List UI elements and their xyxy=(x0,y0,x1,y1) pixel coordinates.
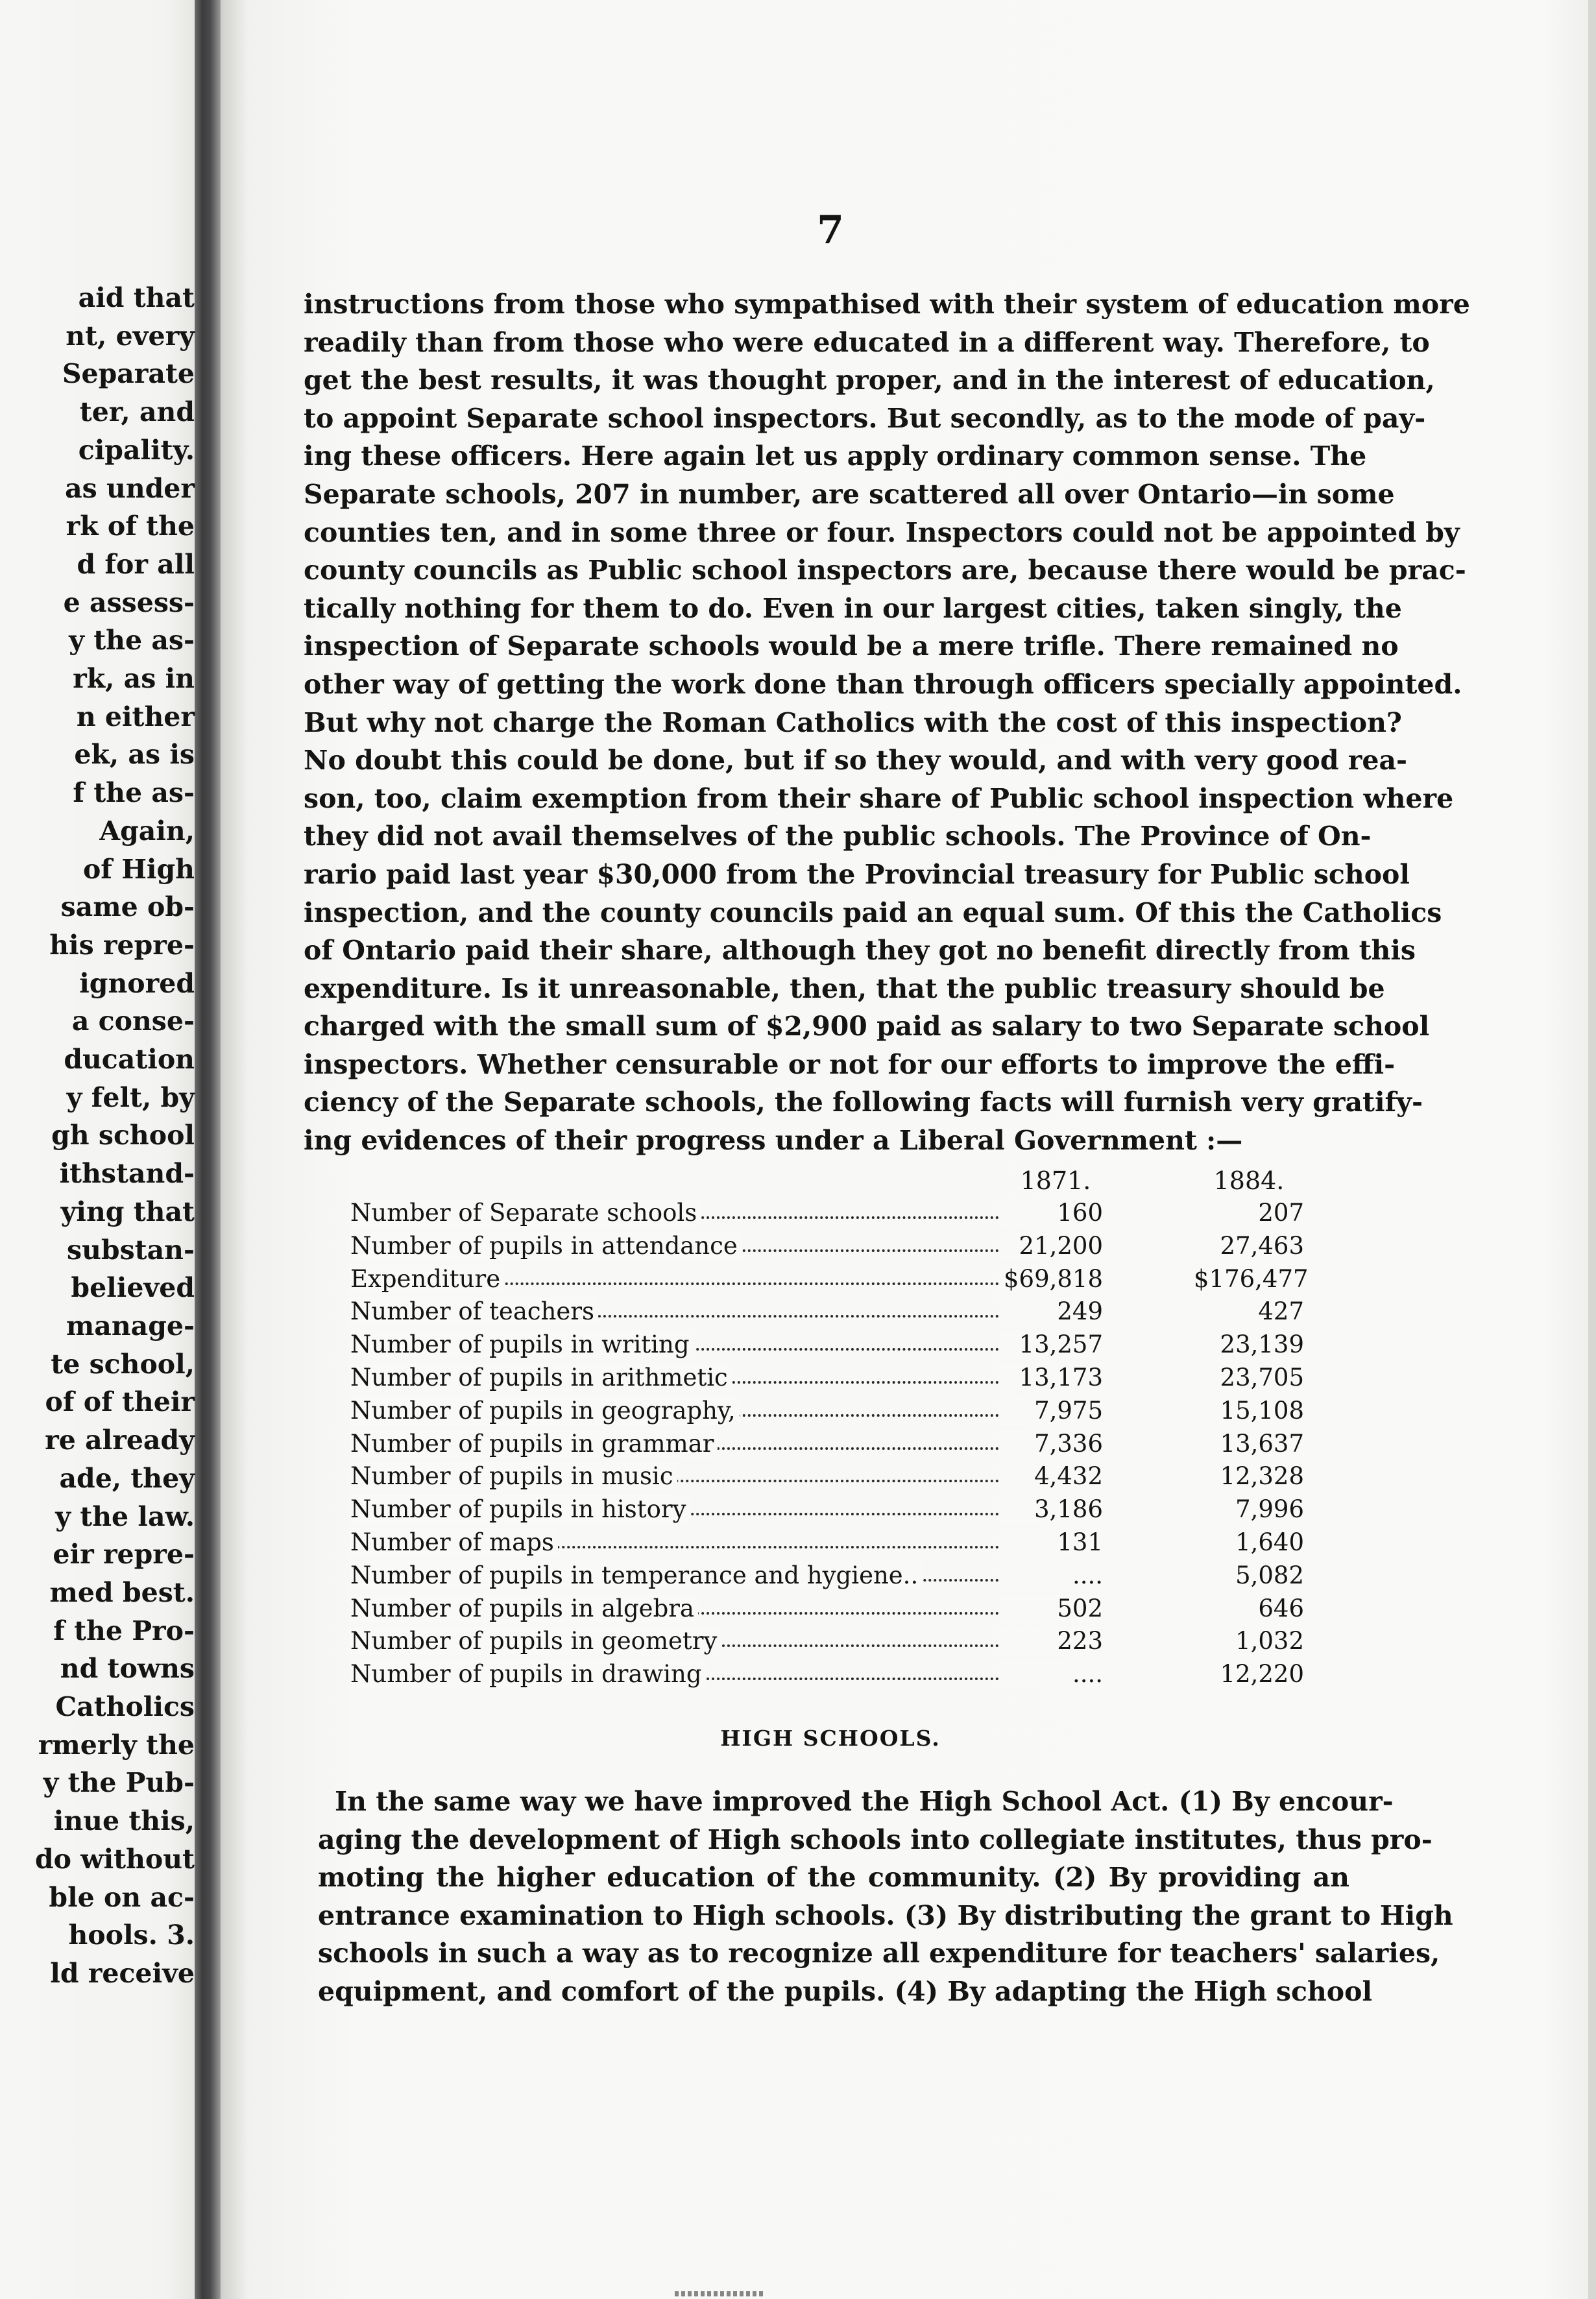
text-line: rario paid last year $30,000 from the Provincial treasury for Public school xyxy=(304,858,1410,890)
table-row xyxy=(350,1397,1304,1430)
value-1871: 7,336 xyxy=(999,1430,1103,1458)
value-1884: 646 xyxy=(1258,1594,1304,1622)
text-line: as under xyxy=(65,472,195,504)
text-line: charged with the small sum of $2,900 paid as salary to two Separate school xyxy=(304,1011,1430,1042)
row-label-text: Number of maps xyxy=(350,1528,558,1556)
row-label-text: Number of teachers xyxy=(350,1297,598,1325)
text-line: Separate xyxy=(62,358,195,390)
table-row xyxy=(350,1595,1304,1628)
row-label xyxy=(350,1595,999,1622)
value-1871: .... xyxy=(999,1561,1103,1589)
text-line: y felt, by xyxy=(66,1081,195,1113)
table-row xyxy=(350,1199,1304,1232)
text-line: Again, xyxy=(99,815,195,847)
text-line: inue this, xyxy=(53,1805,195,1837)
value-1871: $69,818 xyxy=(999,1265,1103,1293)
value-1871: 3,186 xyxy=(999,1495,1103,1523)
text-line: y the law. xyxy=(55,1500,195,1532)
text-line: ade, they xyxy=(59,1462,195,1494)
value-1884: 15,108 xyxy=(1220,1396,1304,1425)
table-row xyxy=(350,1561,1304,1595)
text-line: eir repre- xyxy=(53,1539,195,1571)
table-row xyxy=(350,1462,1304,1495)
row-label-text: Number of pupils in writing xyxy=(350,1330,694,1358)
text-line: y the as- xyxy=(69,625,195,656)
value-1884: 13,637 xyxy=(1220,1429,1304,1458)
text-line: ble on ac- xyxy=(49,1881,195,1913)
row-label xyxy=(350,1232,999,1260)
table-row xyxy=(350,1430,1304,1463)
row-label xyxy=(350,1330,999,1358)
row-label-text: Expenditure xyxy=(350,1265,504,1293)
value-1884: 1,640 xyxy=(1235,1528,1304,1556)
row-label-text: Number of pupils in temperance and hygiene.. xyxy=(350,1561,922,1589)
value-1884: 427 xyxy=(1258,1297,1304,1326)
text-line: In the same way we have improved the High School Act. (1) By encour- xyxy=(335,1786,1394,1817)
left-page-text-fragment xyxy=(0,279,195,1993)
text-line: te school, xyxy=(51,1348,195,1380)
row-label xyxy=(350,1660,999,1688)
text-line: e assess- xyxy=(63,586,195,618)
text-line: f the as- xyxy=(73,777,195,809)
text-line: of Ontario paid their share, although they got no benefit directly from this xyxy=(304,935,1416,967)
text-line: equipment, and comfort of the pupils. (4) By adapting the High school xyxy=(318,1975,1373,2007)
table-header xyxy=(350,1166,1304,1199)
table-row xyxy=(350,1495,1304,1528)
row-label xyxy=(350,1495,999,1523)
text-line: counties ten, and in some three or four. Inspectors could not be appointed by xyxy=(304,516,1460,548)
row-label xyxy=(350,1199,999,1227)
page-number: 7 xyxy=(817,208,844,253)
text-line: ying that xyxy=(60,1196,195,1227)
row-label-text: Number of pupils in music xyxy=(350,1462,677,1490)
column-header-1884: 1884. xyxy=(1213,1166,1285,1195)
value-1884: 7,996 xyxy=(1235,1495,1304,1524)
text-line: cipality. xyxy=(78,434,195,466)
value-1871: 4,432 xyxy=(999,1462,1103,1490)
text-line: substan- xyxy=(67,1234,195,1266)
text-line: Catholics xyxy=(55,1691,195,1723)
text-line: f the Pro- xyxy=(53,1615,195,1646)
value-1884: $176,477 xyxy=(1194,1264,1309,1293)
text-line: ducation xyxy=(64,1044,195,1076)
text-line: of High xyxy=(82,853,195,885)
value-1884: 207 xyxy=(1258,1199,1304,1227)
value-1871: 21,200 xyxy=(999,1232,1103,1260)
table-row xyxy=(350,1364,1304,1397)
text-line: get the best results, it was thought proper, and in the interest of education, xyxy=(304,365,1435,396)
text-line: readily than from those who were educated in a different way. Therefore, to xyxy=(304,326,1430,358)
row-label-text: Number of pupils in geography, xyxy=(350,1397,740,1425)
text-line: same ob- xyxy=(60,891,195,923)
row-label-text: Number of pupils in drawing xyxy=(350,1660,706,1688)
value-1884: 23,705 xyxy=(1220,1363,1304,1391)
text-line: ter, and xyxy=(79,396,195,428)
value-1871: 502 xyxy=(999,1595,1103,1622)
value-1871: 131 xyxy=(999,1528,1103,1556)
row-label-text: Number of pupils in history xyxy=(350,1495,690,1523)
row-label-text: Number of pupils in arithmetic xyxy=(350,1364,732,1391)
row-label-text: Number of pupils in grammar xyxy=(350,1430,718,1458)
text-line: tically nothing for them to do. Even in our largest cities, taken singly, the xyxy=(304,592,1402,624)
value-1871: 249 xyxy=(999,1297,1103,1325)
paragraph-high-school-act xyxy=(318,1783,1453,2011)
section-heading-high-schools: HIGH SCHOOLS. xyxy=(720,1726,941,1751)
text-line: county councils as Public school inspectors are, because there would be prac- xyxy=(304,555,1466,586)
text-line: other way of getting the work done than through officers specially appointed. xyxy=(304,668,1462,700)
text-line: med best. xyxy=(49,1576,195,1608)
text-line: inspection, and the county councils paid an equal sum. Of this the Catholics xyxy=(304,897,1442,928)
text-line: his repre- xyxy=(49,929,195,961)
text-line: nt, every xyxy=(66,320,195,352)
book-gutter xyxy=(195,0,221,2299)
text-line: a conse- xyxy=(71,1005,195,1037)
paragraph-separate-school-inspection xyxy=(304,285,1470,1160)
table-row xyxy=(350,1528,1304,1561)
value-1871: 13,173 xyxy=(999,1364,1103,1391)
row-label xyxy=(350,1528,999,1556)
text-line: ek, as is xyxy=(74,739,195,771)
text-line: re already xyxy=(45,1425,195,1456)
value-1871: .... xyxy=(999,1660,1103,1688)
value-1871: 223 xyxy=(999,1627,1103,1655)
text-line: ing these officers. Here again let us apply ordinary common sense. The xyxy=(304,440,1367,472)
text-line: hools. 3. xyxy=(68,1920,195,1951)
text-line: But why not charge the Roman Catholics with the cost of this inspection? xyxy=(304,706,1402,738)
row-label-text: Number of pupils in algebra xyxy=(350,1595,698,1622)
table-row xyxy=(350,1330,1304,1364)
text-line: aid that xyxy=(78,282,195,313)
text-line: ignored xyxy=(79,967,195,999)
text-line: entrance examination to High schools. (3) By distributing the grant to High xyxy=(318,1899,1453,1931)
text-line: No doubt this could be done, but if so they would, and with very good rea- xyxy=(304,745,1408,776)
value-1884: 12,220 xyxy=(1220,1660,1304,1689)
text-line: ciency of the Separate schools, the following facts will furnish very gratify- xyxy=(304,1087,1423,1118)
text-line: Separate schools, 207 in number, are scattered all over Ontario—in some xyxy=(304,478,1395,510)
value-1884: 23,139 xyxy=(1220,1330,1304,1359)
text-line: inspection of Separate schools would be a mere trifle. There remained no xyxy=(304,631,1399,662)
value-1884: 1,032 xyxy=(1235,1627,1304,1655)
text-line: rk, as in xyxy=(73,663,195,695)
table-row xyxy=(350,1297,1304,1330)
text-line: aging the development of High schools into collegiate institutes, thus pro- xyxy=(318,1824,1433,1855)
table-row xyxy=(350,1232,1304,1265)
table-row xyxy=(350,1264,1309,1298)
row-label xyxy=(350,1430,999,1458)
text-line: ing evidences of their progress under a Liberal Government :— xyxy=(304,1125,1243,1157)
row-label-text: Number of Separate schools xyxy=(350,1199,701,1227)
text-line: expenditure. Is it unreasonable, then, that the public treasury should be xyxy=(304,972,1385,1004)
row-label-text: Number of pupils in attendance xyxy=(350,1232,742,1260)
text-line: moting the higher education of the community. (2) By providing an xyxy=(318,1862,1349,1894)
value-1884: 5,082 xyxy=(1235,1561,1304,1589)
table-row xyxy=(350,1660,1304,1693)
scan-mark xyxy=(675,2291,766,2296)
text-line: they did not avail themselves of the public schools. The Province of On- xyxy=(304,821,1372,852)
text-line: y the Pub- xyxy=(43,1767,195,1799)
text-line: rk of the xyxy=(66,511,195,542)
text-line: n either xyxy=(76,701,195,732)
text-line: nd towns xyxy=(60,1653,195,1685)
row-label-text: Number of pupils in geometry xyxy=(350,1627,721,1655)
text-line: schools in such a way as to recognize all expenditure for teachers' salaries, xyxy=(318,1938,1440,1969)
value-1871: 7,975 xyxy=(999,1397,1103,1425)
text-line: ld receive xyxy=(50,1957,195,1989)
row-label xyxy=(350,1297,999,1325)
text-line: d for all xyxy=(77,548,195,580)
row-label xyxy=(350,1397,999,1425)
text-line: manage- xyxy=(66,1310,195,1342)
row-label xyxy=(350,1627,999,1655)
text-line: inspectors. Whether censurable or not for our efforts to improve the effi- xyxy=(304,1048,1396,1080)
value-1871: 160 xyxy=(999,1199,1103,1227)
text-line: gh school xyxy=(51,1120,195,1151)
value-1884: 12,328 xyxy=(1220,1462,1304,1491)
separate-schools-statistics-table xyxy=(350,1166,1309,1693)
row-label xyxy=(350,1462,999,1490)
row-label xyxy=(350,1364,999,1391)
page-edge xyxy=(1588,0,1596,2299)
row-label xyxy=(350,1561,999,1589)
text-line: rmerly the xyxy=(38,1729,195,1761)
text-line: of of their xyxy=(45,1386,195,1418)
text-line: ithstand- xyxy=(59,1158,195,1190)
value-1884: 27,463 xyxy=(1220,1231,1304,1260)
text-line: instructions from those who sympathised with their system of education more xyxy=(304,289,1470,320)
row-label xyxy=(350,1265,999,1293)
value-1871: 13,257 xyxy=(999,1330,1103,1358)
table-body xyxy=(350,1199,1309,1693)
text-line: do without xyxy=(35,1843,195,1875)
text-line: believed xyxy=(71,1272,195,1304)
column-header-1871: 1871. xyxy=(1020,1166,1091,1195)
table-row xyxy=(350,1627,1304,1660)
text-line: son, too, claim exemption from their share of Public school inspection where xyxy=(304,782,1454,814)
text-line: to appoint Separate school inspectors. But secondly, as to the mode of pay- xyxy=(304,402,1426,434)
